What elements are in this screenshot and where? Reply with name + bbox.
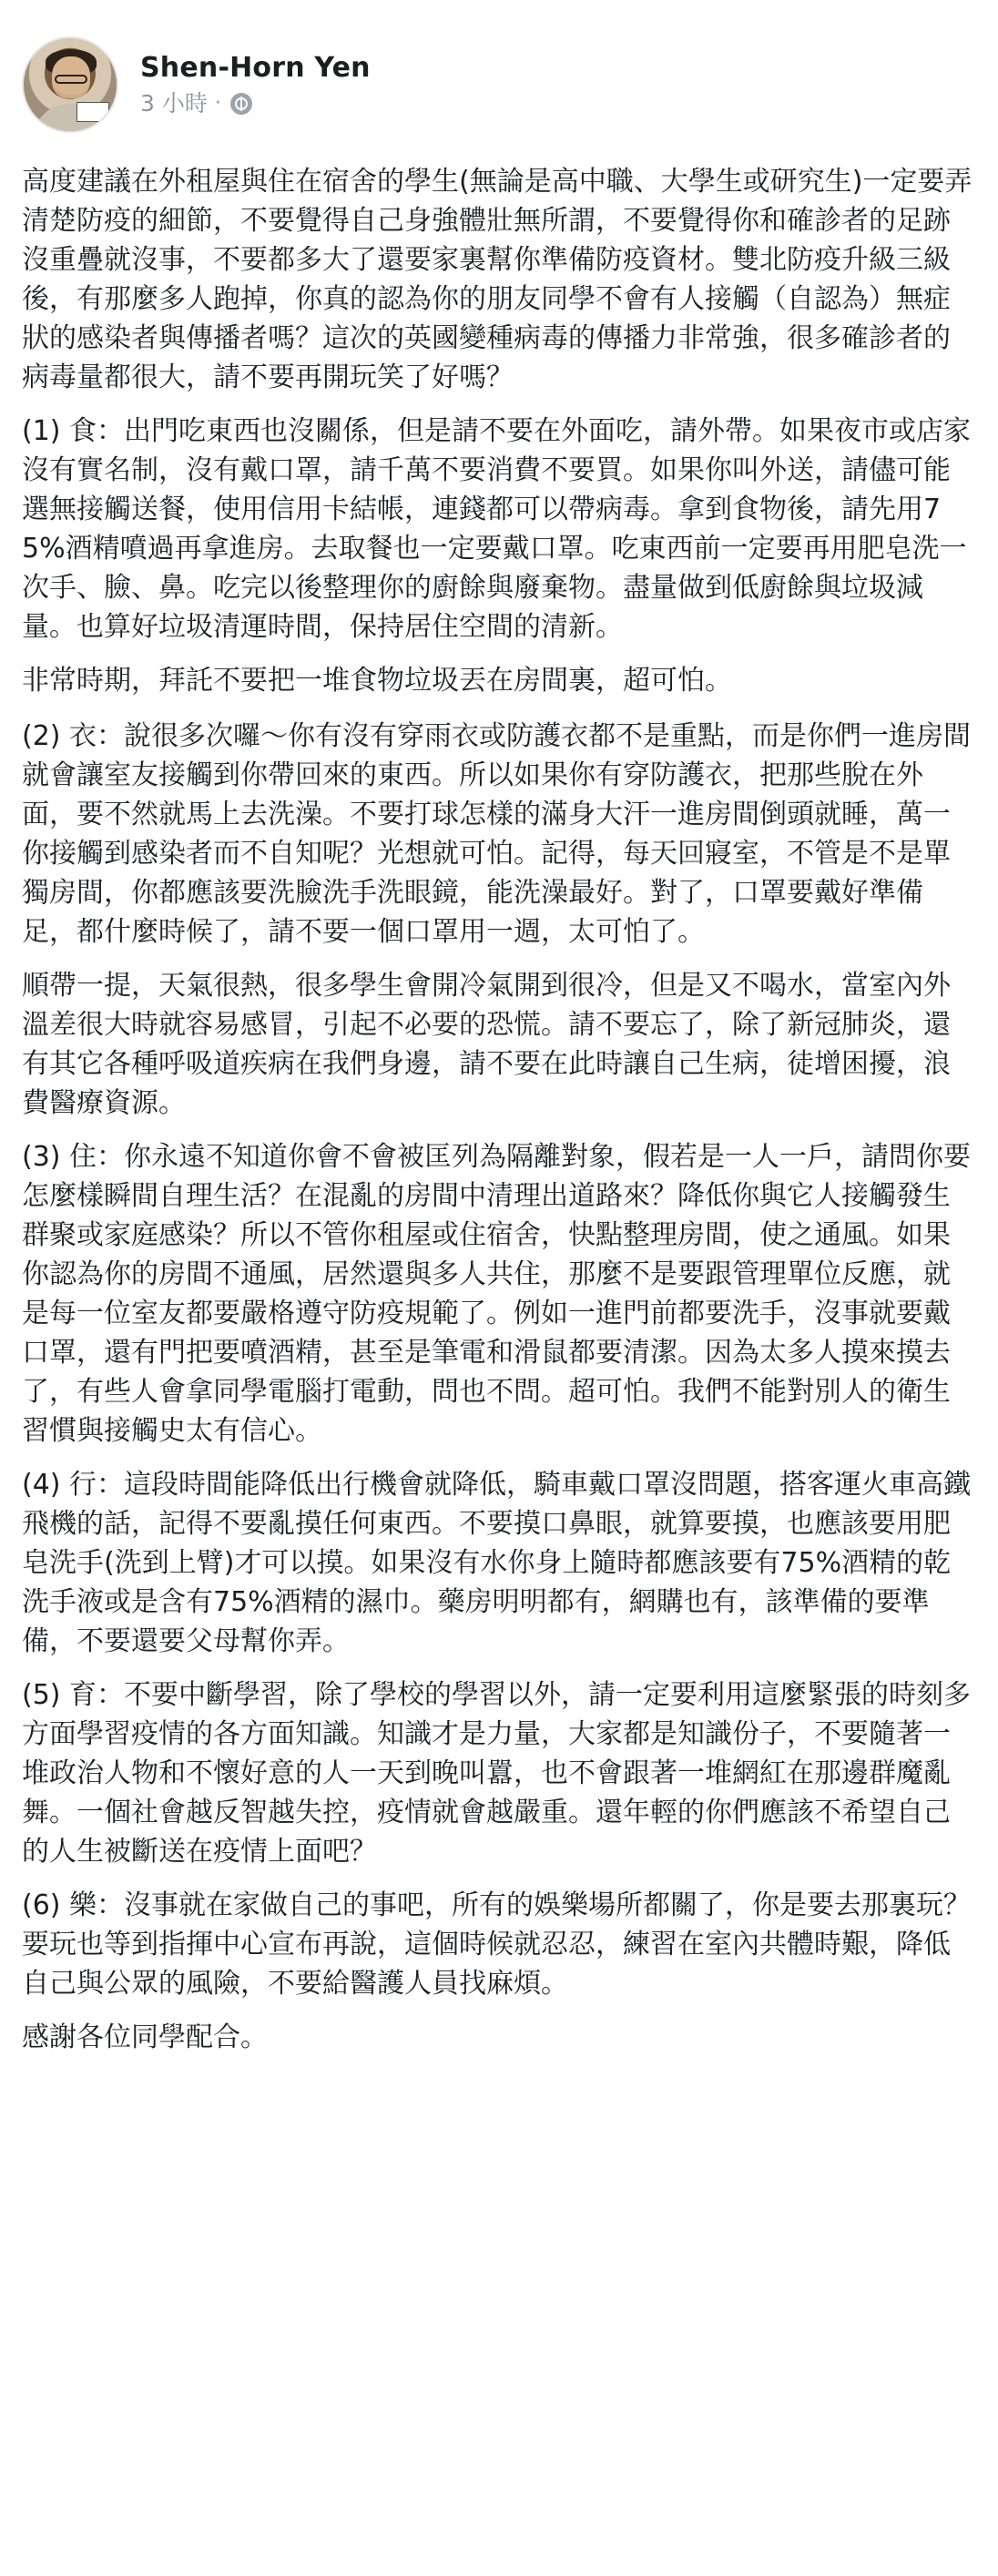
- post-time-row: [140, 90, 371, 117]
- author-avatar[interactable]: [22, 36, 118, 133]
- post-header: [22, 35, 371, 135]
- post-paragraph-food-note: 非常時期，拜託不要把一堆食物垃圾丟在房間裏，超可怕。: [22, 665, 732, 697]
- post-paragraph-transport: (4) 行：這段時間能降低出行機會就降低，騎車戴口罩沒問題，搭客運火車高鐵飛機的話，記得不要亂摸任何東西。不要摸口鼻眼，就算要摸，也應該要用肥皂洗手(洗到上臂)才可以摸。如果沒有水你身上隨時都應該要有75%酒精的乾洗手液或是含有75%酒精的濕巾。藥房明明都有，網購也有，該準備的要準備，不要還要父母幫你弄。: [22, 1469, 972, 1657]
- post-paragraph-education: (5) 育：不要中斷學習，除了學校的學習以外，請一定要利用這麼緊張的時刻多方面學習疫情的各方面知識。知識才是力量，大家都是知識份子，不要隨著一堆政治人物和不懷好意的人一天到晚叫囂，也不會跟著一堆網紅在那邊群魔亂舞。一個社會越反智越失控，疫情就會越嚴重。還年輕的你們應該不希望自己的人生被斷送在疫情上面吧？: [22, 1679, 972, 1868]
- post-time[interactable]: 3 小時: [140, 90, 208, 117]
- post-paragraph-health-note: 順帶一提，天氣很熱，很多學生會開冷氣開到很冷，但是又不喝水，當室內外溫差很大時就容易感冒，引起不必要的恐慌。請不要忘了，除了新冠肺炎，還有其它各種呼吸道疾病在我們身邊，請不要在此時讓自己生病，徒增困擾，浪費醫療資源。: [22, 970, 951, 1119]
- post-paragraph-housing: (3) 住：你永遠不知道你會不會被匡列為隔離對象，假若是一人一戶，請問你要怎麼樣瞬間自理生活？在混亂的房間中清理出道路來？降低你與它人接觸發生群聚或家庭感染？所以不管你租屋或住宿舍，快點整理房間，使之通風。如果你認為你的房間不通風，居然還與多人共住，那麼不是要跟管理單位反應，就是每一位室友都要嚴格遵守防疫規範了。例如一進門前都要洗手，沒事就要戴口罩，還有門把要噴酒精，甚至是筆電和滑鼠都要清潔。因為太多人摸來摸去了，有些人會拿同學電腦打電動，問也不問。超可怕。我們不能對別人的衛生習慣與接觸史太有信心。: [22, 1141, 972, 1447]
- separator-dot: ·: [214, 92, 221, 115]
- avatar-glasses-shape: [55, 75, 87, 84]
- post-paragraph-food: (1) 食：出門吃東西也沒關係，但是請不要在外面吃，請外帶。如果夜市或店家沒有實名制，沒有戴口罩，請千萬不要消費不要買。如果你叫外送，請儘可能選無接觸送餐，使用信用卡結帳，連錢都可以帶病毒。拿到食物後，請先用75%酒精噴過再拿進房。去取餐也一定要戴口罩。吃東西前一定要再用肥皂洗一次手、臉、鼻。吃完以後整理你的廚餘與廢棄物。盡量做到低廚餘與垃圾減量。也算好垃圾清運時間，保持居住空間的清新。: [22, 415, 972, 643]
- post-paragraph-entertainment: (6) 樂：沒事就在家做自己的事吧，所有的娛樂場所都關了，你是要去那裏玩？要玩也等到指揮中心宣布再說，這個時候就忍忍，練習在室內共體時艱，降低自己與公眾的風險，不要給醫護人員找麻煩。: [22, 1889, 972, 2000]
- post-meta: [140, 52, 371, 117]
- author-name[interactable]: Shen-Horn Yen: [140, 52, 371, 84]
- avatar-badge-shape: [76, 102, 109, 122]
- globe-icon[interactable]: [230, 93, 252, 115]
- post-paragraph-thanks: 感謝各位同學配合。: [22, 2021, 268, 2053]
- post-paragraph-intro: 高度建議在外租屋與住在宿舍的學生(無論是高中職、大學生或研究生)一定要弄清楚防疫的細節，不要覺得自己身強體壯無所謂，不要覺得你和確診者的足跡沒重疊就沒事，不要都多大了還要家裏幫你準備防疫資材。雙北防疫升級三級後，有那麼多人跑掉，你真的認為你的朋友同學不會有人接觸（自認為）無症狀的感染者與傳播者嗎？這次的英國變種病毒的傳播力非常強，很多確診者的病毒量都很大，請不要再開玩笑了好嗎？: [22, 166, 973, 393]
- post-paragraph-clothing: (2) 衣：說很多次囉～你有沒有穿雨衣或防護衣都不是重點，而是你們一進房間就會讓室友接觸到你帶回來的東西。所以如果你有穿防護衣，把那些脫在外面，要不然就馬上去洗澡。不要打球怎樣的滿身大汗一進房間倒頭就睡，萬一你接觸到感染者而不自知呢？光想就可怕。記得，每天回寢室，不管是不是單獨房間，你都應該要洗臉洗手洗眼鏡，能洗澡最好。對了，口罩要戴好準備足，都什麼時候了，請不要一個口罩用一週，太可怕了。: [22, 720, 972, 948]
- post-content: [22, 162, 976, 2072]
